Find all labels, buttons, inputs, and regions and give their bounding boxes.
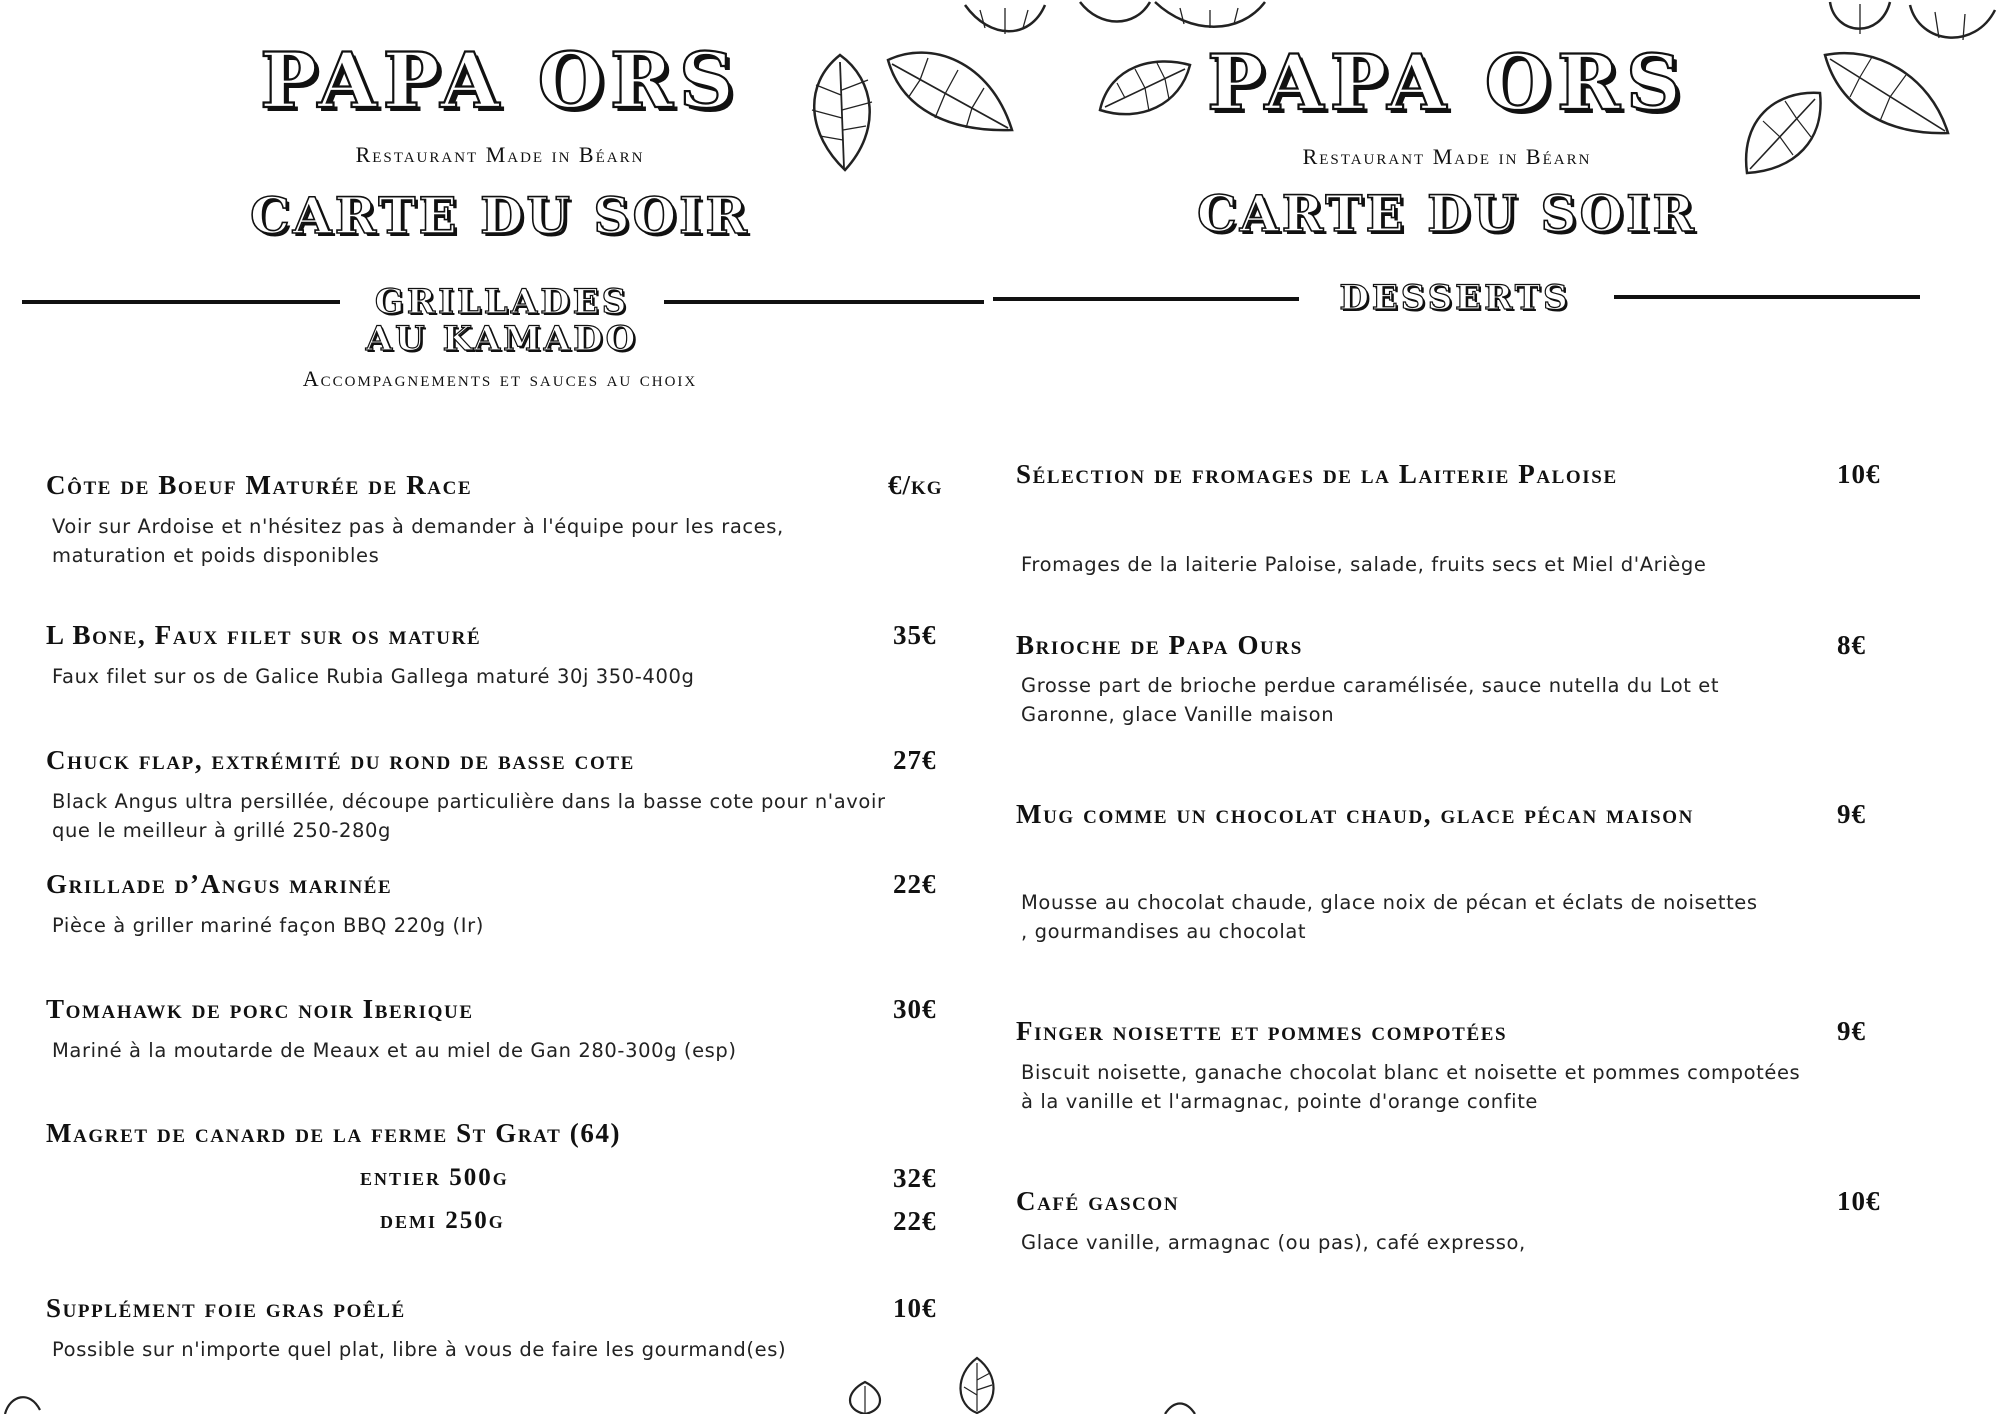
- menu-item-price: 10€: [893, 1293, 937, 1323]
- menu-item-price: 22€: [893, 869, 937, 899]
- divider-line: [993, 297, 1299, 301]
- menu-item-description: Fromages de la laiterie Paloise, salade, fruits secs et Miel d'Ariège: [1021, 553, 1707, 576]
- menu-item-name: Tomahawk de porc noir Iberique: [46, 994, 474, 1024]
- menu-title: CARTE DU SOIR: [250, 186, 750, 245]
- restaurant-tagline: Restaurant Made in Béarn: [355, 142, 645, 167]
- leaf-illustration: [1095, 55, 1195, 125]
- menu-item-price: 32€: [893, 1163, 937, 1193]
- menu-item-option: demi 250g: [380, 1207, 505, 1234]
- restaurant-logo-title: PAPA ORS: [1207, 38, 1687, 127]
- leaf-illustration: [1160, 1398, 1200, 1414]
- leaf-illustration: [1825, 0, 1895, 40]
- menu-item-description: Possible sur n'importe quel plat, libre à vous de faire les gourmand(es): [52, 1338, 787, 1361]
- leaf-illustration: [880, 40, 1020, 140]
- section-title-line: AU KAMADO: [365, 319, 639, 359]
- menu-item-name: Brioche de Papa Ours: [1016, 630, 1303, 660]
- menu-item-description: Voir sur Ardoise et n'hésitez pas à demander à l'équipe pour les races, maturation et poids disponibles: [52, 515, 784, 567]
- section-title-grillades: [330, 284, 674, 358]
- menu-item-name: Grillade d’Angus marinée: [46, 869, 393, 899]
- menu-item-description: Mousse au chocolat chaude, glace noix de pécan et éclats de noisettes , gourmandises au chocolat: [1021, 891, 1758, 943]
- section-title-desserts: DESSERTS: [1339, 278, 1571, 318]
- menu-title: CARTE DU SOIR: [1197, 184, 1697, 243]
- leaf-illustration: [840, 1380, 890, 1414]
- restaurant-logo-title: PAPA ORS: [260, 36, 740, 125]
- menu-item-price: 30€: [893, 994, 937, 1024]
- section-subtitle: Accompagnements et sauces au choix: [302, 366, 698, 391]
- leaf-illustration: [1075, 0, 1155, 25]
- menu-item-name: Finger noisette et pommes compotées: [1016, 1016, 1508, 1046]
- menu-item-description: Mariné à la moutarde de Meaux et au miel de Gan 280-300g (esp): [52, 1039, 737, 1062]
- menu-item-price: 10€: [1837, 1186, 1881, 1216]
- leaf-illustration: [1905, 0, 2000, 50]
- restaurant-tagline: Restaurant Made in Béarn: [1302, 144, 1592, 169]
- leaf-illustration: [960, 0, 1050, 40]
- menu-item-price: 22€: [893, 1206, 937, 1236]
- menu-item-name: L Bone, Faux filet sur os maturé: [46, 620, 482, 650]
- menu-item-description: Grosse part de brioche perdue caramélisée, sauce nutella du Lot et Garonne, glace Vanille maison: [1021, 674, 1720, 726]
- leaf-illustration: [1820, 45, 1955, 140]
- menu-item-option: entier 500g: [360, 1164, 509, 1191]
- menu-item-description: Faux filet sur os de Galice Rubia Gallega maturé 30j 350-400g: [52, 665, 695, 688]
- leaf-illustration: [790, 50, 890, 180]
- leaf-illustration: [1150, 0, 1270, 30]
- menu-item-price: 27€: [893, 745, 937, 775]
- menu-item-name: Supplément foie gras poêlé: [46, 1293, 406, 1323]
- right-menu-page: [1000, 0, 2000, 1414]
- menu-item-description: Biscuit noisette, ganache chocolat blanc et noisette et pommes compotées à la vanille et l'armagnac, pointe d'orange confite: [1021, 1061, 1801, 1113]
- menu-item-price: 9€: [1837, 1016, 1866, 1046]
- leaf-illustration: [1735, 85, 1830, 180]
- menu-item-name: Mug comme un chocolat chaud, glace pécan maison: [1016, 799, 1694, 829]
- menu-item-name: Côte de Boeuf Maturée de Race: [46, 470, 473, 500]
- menu-item-price: 9€: [1837, 799, 1866, 829]
- menu-item-name: Chuck flap, extrémité du rond de basse cote: [46, 745, 635, 775]
- divider-line: [664, 300, 984, 304]
- section-title-line: GRILLADES: [374, 282, 630, 322]
- menu-item-name: Sélection de fromages de la Laiterie Paloise: [1016, 459, 1618, 489]
- leaf-illustration: [0, 1390, 45, 1414]
- menu-item-name: Café gascon: [1016, 1186, 1180, 1216]
- leaf-illustration: [952, 1355, 1002, 1414]
- menu-item-description: Pièce à griller mariné façon BBQ 220g (Ir): [52, 914, 484, 937]
- menu-item-description: Black Angus ultra persillée, découpe particulière dans la basse cote pour n'avoir que le meilleur à grillé 250-280g: [52, 790, 886, 842]
- menu-item-price: 8€: [1837, 630, 1866, 660]
- menu-item-name: Magret de canard de la ferme St Grat (64): [46, 1118, 622, 1148]
- divider-line: [1614, 295, 1920, 299]
- menu-item-price: 10€: [1837, 459, 1881, 489]
- menu-item-description: Glace vanille, armagnac (ou pas), café expresso,: [1021, 1231, 1526, 1254]
- menu-item-price: 35€: [893, 620, 937, 650]
- divider-line: [22, 300, 340, 304]
- menu-item-price: €/kg: [888, 470, 943, 500]
